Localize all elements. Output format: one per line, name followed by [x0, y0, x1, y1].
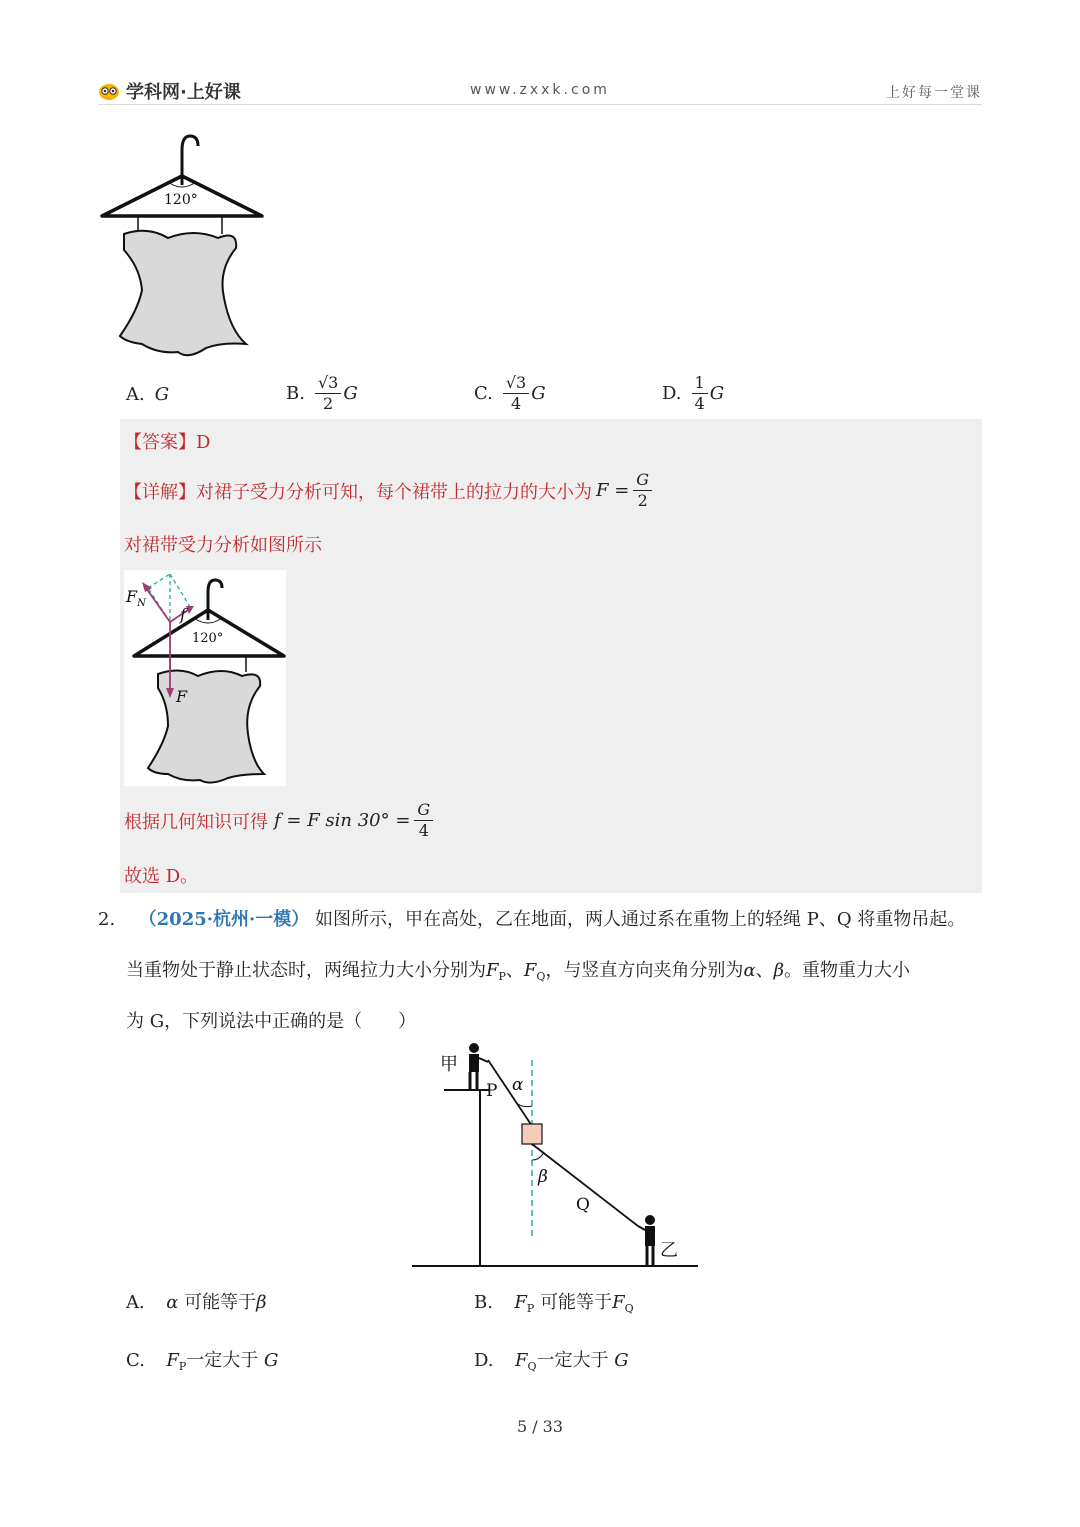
q2-stem-line1	[98, 905, 965, 931]
beta-symbol: β	[773, 960, 784, 981]
fraction-denominator: 2	[323, 393, 334, 413]
hanger-skirt-figure	[98, 130, 270, 362]
brand-name: 学科网·上好课	[126, 82, 241, 103]
option-letter: C.	[126, 1350, 145, 1371]
force-subscript: Q	[624, 1302, 634, 1315]
option-text: 一定大于	[536, 1350, 609, 1371]
detail-label: 【详解】	[124, 481, 196, 503]
rope-weight-figure	[410, 1038, 700, 1270]
q2-option-d[interactable]	[474, 1346, 629, 1373]
force-symbol: F	[514, 1292, 527, 1313]
header-url[interactable]: www.zxxk.com	[470, 82, 610, 98]
geometry-fraction	[414, 800, 433, 841]
person-yi-label: 乙	[660, 1240, 678, 1261]
answer-label: 【答案】	[124, 432, 196, 453]
force-subscript: Q	[527, 1360, 537, 1373]
stem-text: ，与竖直方向夹角分别为	[545, 960, 744, 981]
fn-subscript: N	[137, 598, 146, 609]
beta-label: β	[538, 1167, 548, 1187]
q2-option-a[interactable]	[126, 1288, 267, 1314]
angle-label: 120°	[192, 631, 224, 646]
angle-label: 120°	[164, 192, 198, 208]
option-letter: A.	[126, 383, 145, 405]
brand-logo	[98, 78, 241, 104]
page-number: 5 / 33	[516, 1417, 564, 1436]
option-text: G	[154, 383, 170, 405]
geometry-line	[124, 800, 433, 841]
header-divider	[98, 104, 982, 105]
option-letter: D.	[662, 382, 682, 404]
rope-p-label: P	[486, 1081, 498, 1101]
stem-text: 当重物处于静止状态时，两绳拉力大小分别为	[126, 960, 486, 981]
force-symbol: F	[514, 1350, 528, 1371]
stem-text: 如图所示，甲在高处，乙在地面，两人通过系在重物上的轻绳 P、Q 将重物吊起。	[315, 909, 966, 930]
fraction-numerator: 1	[692, 373, 708, 394]
alpha-symbol: α	[743, 960, 756, 981]
option-letter: B.	[474, 1292, 493, 1313]
alpha-label: α	[512, 1075, 524, 1095]
fraction-numerator: G	[633, 470, 652, 491]
stem-text: 。重物重力大小	[784, 960, 910, 981]
q1-option-b[interactable]	[286, 368, 358, 418]
option-suffix: G	[531, 382, 546, 404]
option-letter: B.	[286, 382, 305, 404]
rope-q-label: Q	[576, 1195, 590, 1215]
force-diagram-figure	[124, 570, 286, 786]
q1-option-a[interactable]	[126, 374, 169, 414]
option-fraction	[315, 373, 341, 414]
fn-label: F	[126, 587, 138, 606]
answer-line	[124, 428, 210, 454]
option-letter: A.	[126, 1292, 145, 1313]
geometry-text: 根据几何知识可得	[124, 811, 268, 833]
force-symbol: F	[166, 1350, 179, 1371]
option-suffix: G	[709, 382, 725, 404]
question-number: 2.	[98, 909, 116, 930]
gravity-symbol: G	[263, 1350, 279, 1371]
question-source: （2025·杭州·一模）	[138, 909, 310, 930]
conclusion-line: 故选 D。	[124, 866, 199, 887]
force-symbol: F	[612, 1292, 625, 1313]
geometry-formula: f = F sin 30° =	[274, 810, 411, 831]
fraction-denominator: 4	[694, 393, 705, 413]
owl-logo-icon	[98, 81, 120, 101]
fraction-numerator: √3	[315, 373, 341, 394]
q2-option-b[interactable]	[474, 1288, 634, 1315]
option-text: 一定大于	[186, 1350, 259, 1371]
fraction-numerator: √3	[503, 373, 529, 394]
detail-fraction	[633, 470, 652, 511]
q2-stem-line3: 为 G，下列说法中正确的是（ ）	[126, 1011, 417, 1032]
force-subscript: P	[526, 1302, 535, 1315]
header-slogan: 上好每一堂课	[886, 85, 982, 101]
option-suffix: G	[343, 382, 358, 404]
fraction-numerator: G	[414, 800, 433, 821]
option-fraction	[503, 373, 529, 414]
detail-formula: F =	[596, 480, 630, 501]
option-text: 可能等于	[540, 1292, 613, 1313]
force-subscript: P	[178, 1360, 187, 1373]
option-fraction	[692, 373, 708, 414]
strap-analysis-line: 对裙带受力分析如图所示	[124, 535, 322, 556]
force-label: F	[176, 687, 188, 706]
answer-value: D	[196, 432, 211, 453]
fraction-denominator: 4	[418, 821, 429, 840]
option-letter: C.	[474, 382, 493, 404]
friction-label: f	[180, 605, 186, 624]
option-text: 可能等于	[184, 1292, 257, 1313]
fraction-denominator: 2	[637, 491, 648, 510]
stem-text: 、	[505, 960, 524, 981]
separator: 、	[755, 960, 774, 981]
person-jia-label: 甲	[440, 1054, 458, 1075]
alpha-symbol: α	[166, 1292, 179, 1313]
fraction-denominator: 4	[510, 393, 522, 413]
gravity-symbol: G	[614, 1350, 629, 1371]
beta-symbol: β	[256, 1292, 267, 1313]
q1-option-c[interactable]	[474, 368, 546, 418]
q1-option-d[interactable]	[662, 368, 724, 418]
q2-option-c[interactable]	[126, 1346, 278, 1373]
detail-line	[124, 470, 652, 511]
detail-text: 对裙子受力分析可知，每个裙带上的拉力的大小为	[196, 481, 592, 503]
q2-stem-line2: 当重物处于静止状态时，两绳拉力大小分别为$F_P$、$F_Q$，与竖直方向夹角分别为α、β。重物重力大小	[126, 960, 910, 983]
option-letter: D.	[474, 1350, 494, 1371]
